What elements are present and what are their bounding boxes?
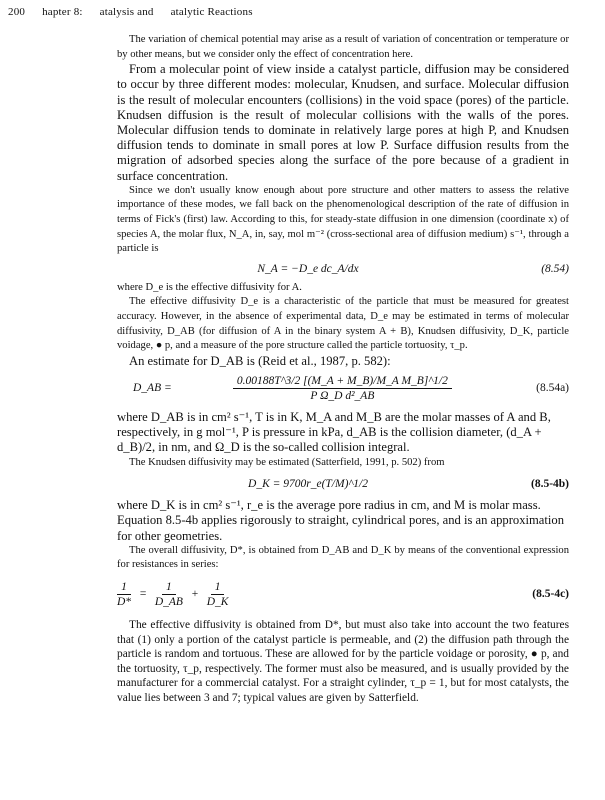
paragraph-8: The effective diffusivity is obtained from D*, but must also take into account the two features that (1) only a portion of the catalyst particle is permeable, and (2) the diffusion path through the particle is random and tortuous. These are allowed for by the particle voidage or porosity, ● p, and the tortuosity, τ_p, respectively. The former must also be measured, and is usually provided by the manufacturer for a commercial catalyst. For a straight cylinder, τ_p = 1, but for most catalysts, the value lies between 3 and 7; typical values are given by Satterfield. bbox=[117, 618, 569, 704]
equation-8-54a bbox=[117, 375, 569, 402]
equation-8-54-body: N_A = −D_e dc_A/dx bbox=[257, 262, 359, 275]
equation-8-54 bbox=[117, 263, 569, 275]
paragraph-7: The overall diffusivity, D*, is obtained from D_AB and D_K by means of the conventional expression for resistances in series: bbox=[117, 544, 569, 571]
equation-8-5-4c-term1: $\frac{1}{D\_AB}$ bbox=[154, 580, 183, 608]
equation-8-5-4c: $\frac{1}{D*}$ = $\frac{1}{D\_AB}$ + $\frac{1}{D\_K}$ (8.5-4c) bbox=[117, 580, 569, 608]
paragraph-1: The variation of chemical potential may arise as a result of variation of concentration or temperature or by other means, but we consider only the effect of concentration here. bbox=[117, 34, 569, 60]
where-dab: where D_AB is in cm² s⁻¹, T is in K, M_A and M_B are the molar masses of A and B, respectively, in g mol⁻¹, P is pressure in kPa, d_AB is the collision diameter, (d_A + d_B)/2, in nm, and Ω_D is the so-called collision integral. bbox=[117, 409, 551, 455]
equation-8-54a-denominator: P Ω_D d²_AB bbox=[310, 389, 375, 402]
paragraph-2: From a molecular point of view inside a catalyst particle, diffusion may be considered to occur by three different modes: molecular, Knudsen, and surface. Molecular diffusion is the result of molecular encounters (collisions) in the void space (pores) of the particle. Knudsen diffusion is the result of molecular collisions with the walls of the pores. Molecular diffusion tends to dominate in relatively large pores at high P, and Knudsen diffusion tends to dominate in small pores at low P. Surface diffusion results from the migration of adsorbed species along the surface of the pore because of a gradient in surface concentration. bbox=[117, 62, 569, 183]
paragraph-3: Since we don't usually know enough about pore structure and other matters to assess the relative importance of these modes, we fall back on the phenomenological description of the rate of diffusion in terms of Fick's (first) law. According to this, for steady-state diffusion in one dimension (coordinate x) of species A, the molar flux, N_A, in, say, mol m⁻² (cross-sectional area of diffusion medium) s⁻¹, through a particle is bbox=[117, 184, 569, 255]
page-body bbox=[117, 33, 569, 706]
chapter-label: hapter 8: bbox=[42, 6, 83, 18]
page-number: 200 bbox=[8, 6, 26, 18]
equation-8-5-4c-lhs: $\frac{1}{D*}$ bbox=[117, 580, 132, 608]
equation-8-54a-fraction bbox=[233, 375, 452, 402]
paragraph-5: An estimate for D_AB is (Reid et al., 1987, p. 582): bbox=[129, 353, 391, 368]
where-de: where D_e is the effective diffusivity for A. bbox=[117, 281, 302, 293]
equation-8-5-4c-label: (8.5-4c) bbox=[532, 588, 569, 601]
running-header bbox=[8, 6, 267, 18]
equation-8-54-label: (8.54) bbox=[541, 262, 569, 275]
paragraph-4: The effective diffusivity D_e is a characteristic of the particle that must be measured for greatest accuracy. However, in the absence of experimental data, D_e may be estimated in terms of molecular diffusivity, D_AB (for diffusion of A in the binary system A + B), Knudsen diffusivity, D_K, particle voidage, ● p, and a measure of the pore structure called the particle tortuosity, τ_p. bbox=[117, 296, 569, 352]
equation-8-5-4b-label: (8.5-4b) bbox=[530, 478, 569, 491]
equation-8-54a-numerator: 0.00188T^3/2 [(M_A + M_B)/M_A M_B]^1/2 bbox=[233, 375, 452, 389]
equation-8-5-4c-term2: $\frac{1}{D\_K}$ bbox=[206, 580, 229, 608]
equation-8-54a-label: (8.54a) bbox=[536, 382, 569, 395]
header-title-2: atalytic Reactions bbox=[170, 6, 253, 18]
equation-8-5-4b bbox=[117, 478, 569, 490]
where-dk: where D_K is in cm² s⁻¹, r_e is the average pore radius in cm, and M is molar mass. Equation 8.5-4b applies rigorously to straight, cylindrical pores, and is an approximation for other geometries. bbox=[117, 498, 564, 543]
header-title-1: atalysis and bbox=[99, 6, 154, 18]
equation-8-54a-lhs: D_AB = bbox=[133, 382, 172, 395]
equation-8-5-4b-body: D_K = 9700r_e(T/M)^1/2 bbox=[248, 478, 368, 491]
paragraph-6: The Knudsen diffusivity may be estimated (Satterfield, 1991, p. 502) from bbox=[129, 456, 445, 468]
